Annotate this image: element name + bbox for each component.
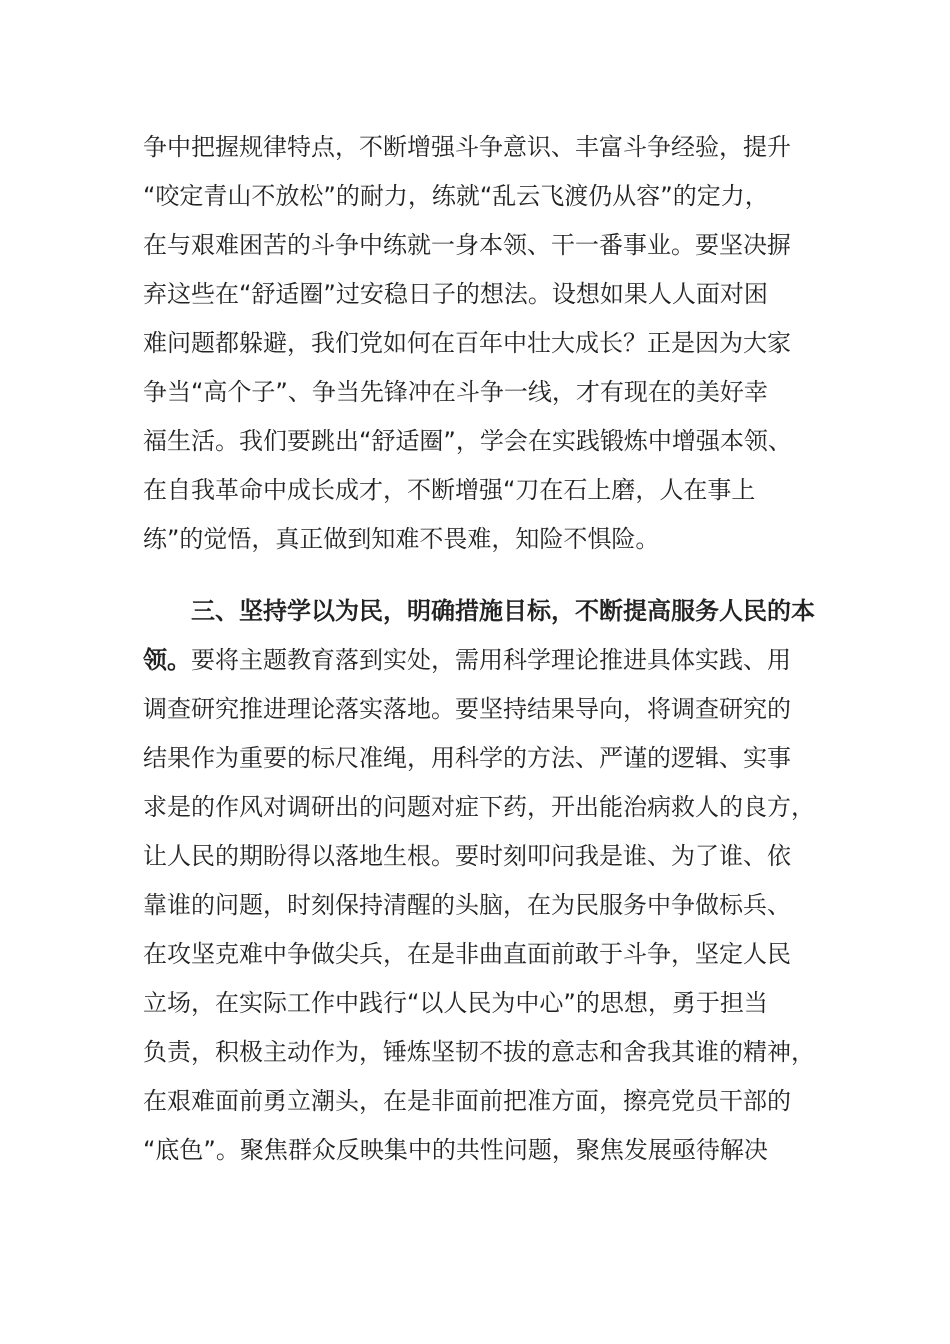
paragraph-1-line-4: 弃这些在“舒适圈”过安稳日子的想法。设想如果人人面对困 [143,280,768,308]
paragraph-1-line-3: 在与艰难困苦的斗争中练就一身本领、干一番事业。要坚决摒 [143,231,791,259]
paragraph-1-line-7: 福生活。我们要跳出“舒适圈”，学会在实践锻炼中增强本领、 [143,427,792,455]
paragraph-1-line-9: 练”的觉悟，真正做到知难不畏难，知险不惧险。 [143,525,660,553]
paragraph-2-line-9: 负责，积极主动作为，锤炼坚韧不拔的意志和舍我其谁的精神， [143,1038,815,1066]
paragraph-2-line-10: 在艰难面前勇立潮头，在是非面前把准方面，擦亮党员干部的 [143,1087,791,1115]
paragraph-2-line-5: 让人民的期盼得以落地生根。要时刻叩问我是谁、为了谁、依 [143,842,791,870]
section-heading-line-1: 三、坚持学以为民，明确措施目标，不断提高服务人民的本 [191,597,815,625]
paragraph-1-line-2: “咬定青山不放松”的耐力，练就“乱云飞渡仍从容”的定力， [143,182,769,210]
section-heading-end: 领。 [143,646,191,674]
paragraph-2-line-1: 要将主题教育落到实处，需用科学理论推进具体实践、用 [191,646,791,674]
paragraph-2-line-7: 在攻坚克难中争做尖兵，在是非曲直面前敢于斗争，坚定人民 [143,940,791,968]
paragraph-2-line-3: 结果作为重要的标尺准绳，用科学的方法、严谨的逻辑、实事 [143,744,791,772]
paragraph-2-line-2: 调查研究推进理论落实落地。要坚持结果导向，将调查研究的 [143,695,791,723]
paragraph-2-line-4: 求是的作风对调研出的问题对症下药，开出能治病救人的良方， [143,793,815,821]
paragraph-1-line-6: 争当“高个子”、争当先锋冲在斗争一线，才有现在的美好幸 [143,378,768,406]
paragraph-1-line-1: 争中把握规律特点，不断增强斗争意识、丰富斗争经验，提升 [143,133,791,161]
section-heading-line-2 [143,640,791,680]
paragraph-2-line-8: 立场，在实际工作中践行“以人民为中心”的思想，勇于担当 [143,989,768,1017]
paragraph-2-line-6: 靠谁的问题，时刻保持清醒的头脑，在为民服务中争做标兵、 [143,891,791,919]
paragraph-2-line-11: “底色”。聚焦群众反映集中的共性问题，聚焦发展亟待解决 [143,1136,768,1164]
paragraph-1-line-5: 难问题都躲避，我们党如何在百年中壮大成长？正是因为大家 [143,329,791,357]
paragraph-1-line-8: 在自我革命中成长成才，不断增强“刀在石上磨，人在事上 [143,476,756,504]
